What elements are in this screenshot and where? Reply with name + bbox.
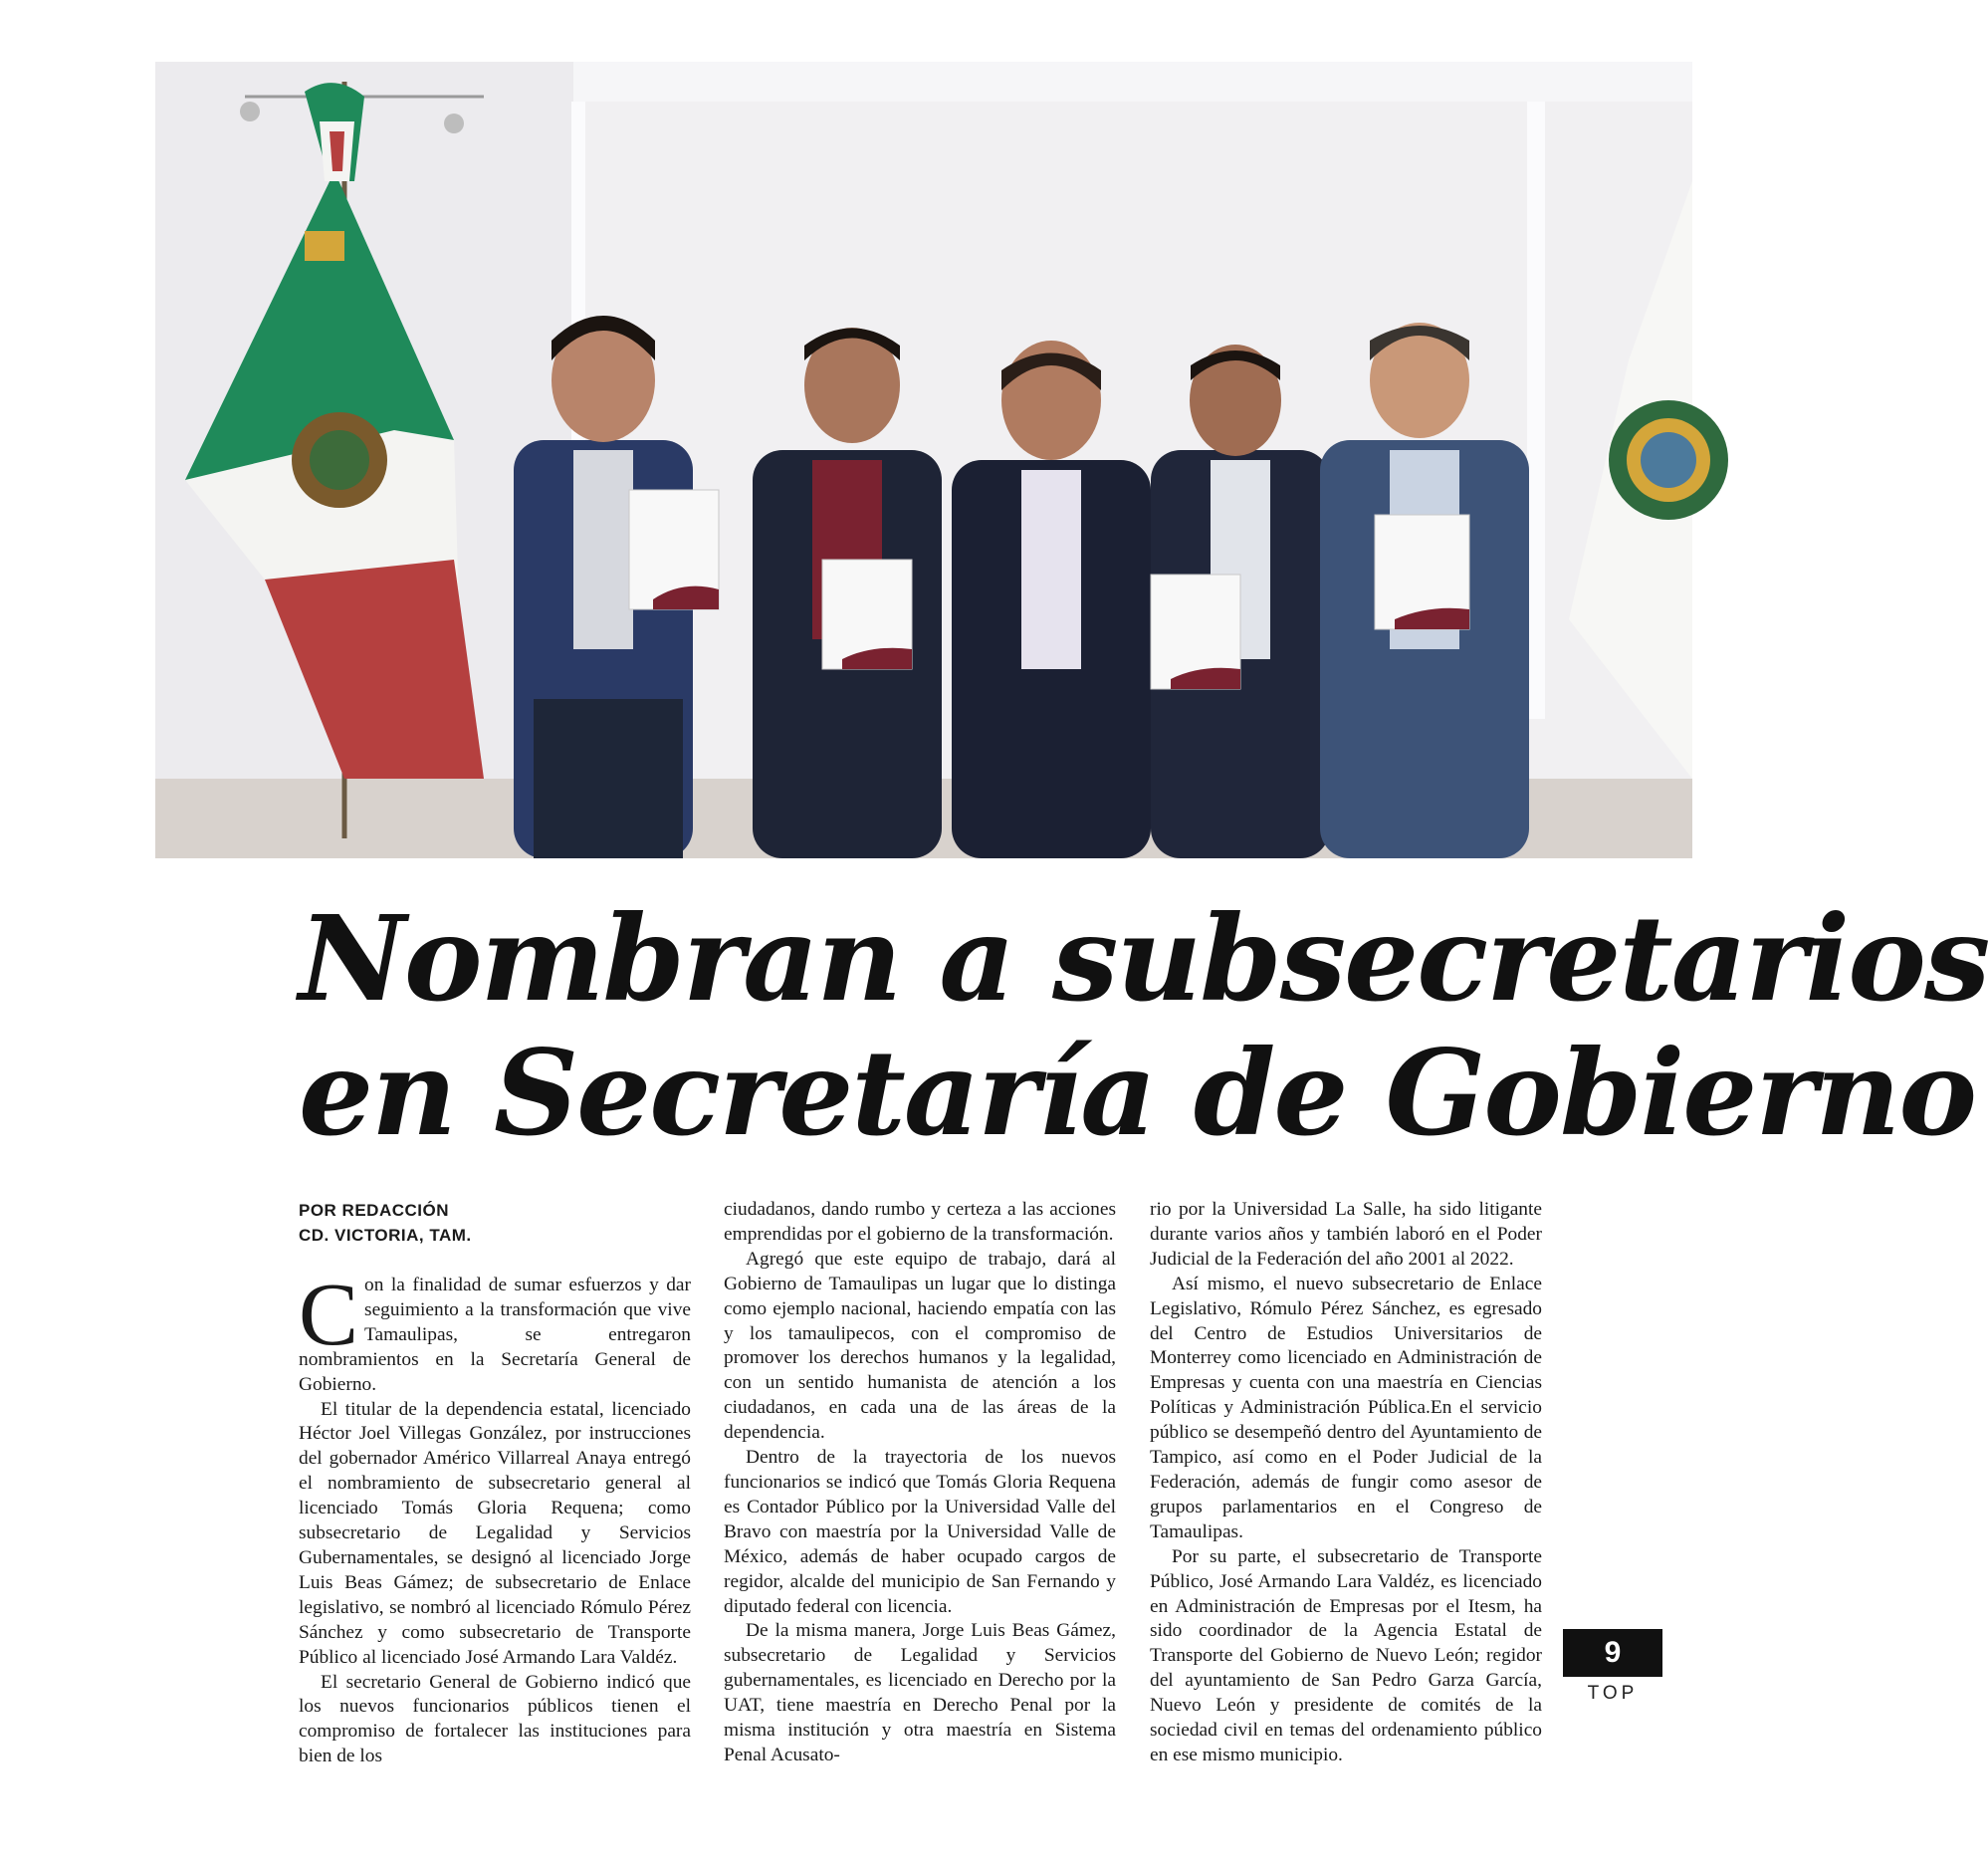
article-column-2: [724, 1198, 1116, 1768]
paragraph-2: El titular de la dependencia estatal, licenciado Héctor Joel Villegas González, por instrucciones del gobernador Américo Villarreal Anaya entregó el nombramiento de subsecretario general al licenciado Tomás Gloria Requena; como subsecretario de Legalidad y Servicios Gubernamentales, se designó al licenciado Jorge Luis Beas Gámez; de subsecretario de Enlace legislativo, se nombró al licenciado Rómulo Pérez Sánchez y como subsecretario de Transporte Público al licenciado José Armando Lara Valdéz.: [299, 1398, 691, 1668]
paragraph-6-continued: rio por la Universidad La Salle, ha sido litigante durante varios años y también laboró en el Poder Judicial de la Federación del año 2001 al 2022.: [1150, 1199, 1542, 1270]
paragraph-3: El secretario General de Gobierno indicó que los nuevos funcionarios públicos tienen el compromiso de fortalecer las instituciones para bien de los: [299, 1671, 691, 1767]
paragraph-6: De la misma manera, Jorge Luis Beas Gámez, subsecretario de Legalidad y Servicios gubernamentales, es licenciado en Derecho por la UAT, tiene maestría en Derecho Penal por la misma institución y otra maestría en Sistema Penal Acusato-: [724, 1620, 1116, 1765]
headline: [299, 889, 1988, 1162]
byline-author: POR REDACCIÓN: [299, 1201, 450, 1220]
paragraph-8: Por su parte, el subsecretario de Transporte Público, José Armando Lara Valdéz, es licenciado en Administración de Empresas por el Itesm, ha sido coordinador de la Agencia Estatal de Transporte del Gobierno de Nuevo León; regidor del ayuntamiento de San Pedro Garza García, Nuevo León y presidente de comités de la sociedad civil en temas del ordenamiento público en ese mismo municipio.: [1150, 1545, 1542, 1765]
paragraph-3-continued: ciudadanos, dando rumbo y certeza a las acciones emprendidas por el gobierno de la transformación.: [724, 1199, 1116, 1245]
paragraph-5: Dentro de la trayectoria de los nuevos funcionarios se indicó que Tomás Gloria Requena es Contador Público por la Universidad Valle del Bravo con maestría por la Universidad Valle de México, además de haber ocupado cargos de regidor, alcalde del municipio de San Fernando y diputado federal con licencia.: [724, 1447, 1116, 1617]
paragraph-7: Así mismo, el nuevo subsecretario de Enlace Legislativo, Rómulo Pérez Sánchez, es egresado del Centro de Estudios Universitarios de Monterrey como licenciado en Administración de Empresas y cuenta con una maestría en Ciencias Políticas y Administración Pública.En el servicio público se desempeñó dentro del Ayuntamiento de Tampico, así como en el Poder Judicial de la Federación, además de fungir como asesor de grupos parlamentarios en el Congreso de Tamaulipas.: [1150, 1273, 1542, 1542]
article-column-1: [299, 1198, 691, 1769]
headline-line-2: en Secretaría de Gobierno: [299, 1024, 1976, 1162]
section-label: TOP: [1587, 1683, 1639, 1704]
drop-cap: C: [299, 1266, 359, 1364]
photo-illustration: [155, 62, 1692, 858]
paragraph-1: [299, 1266, 691, 1398]
headline-line-1: Nombran a subsecretarios: [299, 889, 1988, 1028]
article-column-3: [1150, 1198, 1542, 1768]
paragraph-1-text: on la finalidad de sumar esfuerzos y dar seguimiento a la transformación que vive Tamaulipas, se entregaron nombramientos en la Secretaría General de Gobierno.: [299, 1275, 691, 1395]
byline: [299, 1198, 691, 1248]
byline-location: CD. VICTORIA, TAM.: [299, 1226, 472, 1245]
paragraph-4: Agregó que este equipo de trabajo, dará al Gobierno de Tamaulipas un lugar que lo distinga como ejemplo nacional, haciendo empatía con las y los tamaulipecos, con el compromiso de promover los derechos humanos y la legalidad, con un sentido humanista de atención a los ciudadanos, en cada una de las áreas de la dependencia.: [724, 1248, 1116, 1444]
page-number: 9: [1563, 1629, 1662, 1677]
article-photo: [155, 62, 1692, 858]
